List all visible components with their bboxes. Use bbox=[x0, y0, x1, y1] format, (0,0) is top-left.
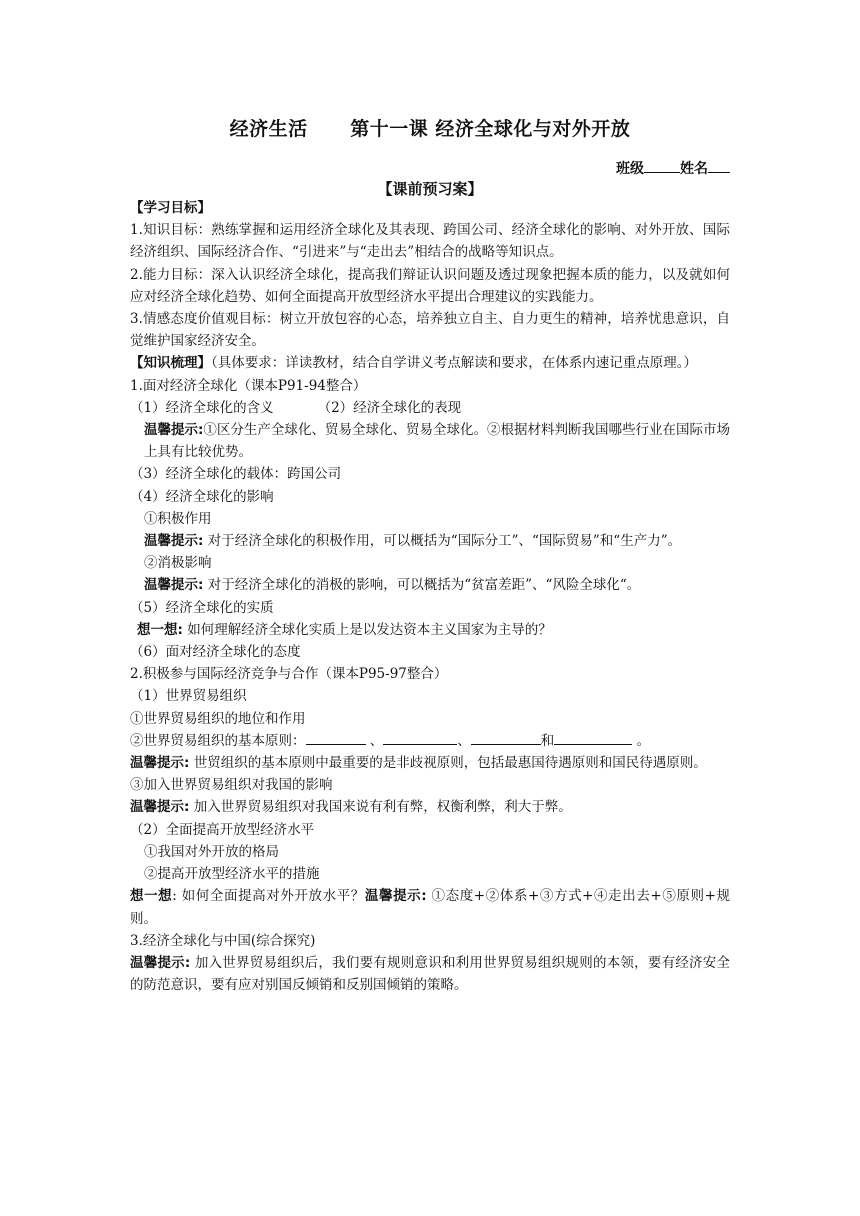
negative-effect: ②消极影响 bbox=[144, 555, 212, 572]
separator: 、 bbox=[365, 732, 384, 749]
learning-goals-heading: 【学习目标】 bbox=[130, 200, 211, 216]
topic-1-1: （1）经济全球化的含义 bbox=[130, 399, 274, 416]
wto-principles-line bbox=[130, 730, 730, 752]
topic-1-6: （6）面对经济全球化的态度 bbox=[130, 644, 301, 661]
think-text: 如何理解经济全球化实质上是以发达资本主义国家为主导的？ bbox=[182, 621, 552, 638]
wto-principles-label: ②世界贸易组织的基本原则： bbox=[130, 732, 306, 749]
fill-blank-3[interactable] bbox=[471, 731, 541, 745]
topic-2: 2.积极参与国际经济竞争与合作（课本P95-97整合） bbox=[130, 666, 448, 683]
document-title: 经济生活 第十一课 经济全球化与对外开放 bbox=[229, 118, 631, 140]
fill-blank-2[interactable] bbox=[383, 731, 457, 745]
tip-text: 加入世界贸易组织对我国来说有利有弊，权衡利弊，利大于弊。 bbox=[189, 799, 572, 816]
think-text: : 如何全面提高对外开放水平？ bbox=[172, 888, 365, 905]
think-label: 想一想: bbox=[137, 621, 183, 638]
class-label: 班级 bbox=[616, 161, 644, 177]
tip-label: 温馨提示: bbox=[130, 799, 190, 816]
separator: 、 bbox=[457, 732, 471, 749]
class-name-line bbox=[616, 158, 730, 178]
opening-measures: ②提高开放型经济水平的措施 bbox=[144, 866, 320, 883]
tip-text: ①区分生产全球化、贸易全球化、贸易全球化。②根据材料判断我国哪些行业在国际市场上具有比较优势。 bbox=[144, 422, 731, 461]
think-label: 想一想 bbox=[130, 888, 173, 905]
topic-1: 1.面对经济全球化（课本P91-94整合） bbox=[130, 377, 367, 394]
tip-text: ①态度+②体系+③方式+④走出去+⑤原则+规则。 bbox=[130, 888, 730, 927]
tip-text: 加入世界贸易组织后，我们要有规则意识和利用世界贸易组织规则的本领，要有经济安全的防范意识，要有应对别国反倾销和反别国倾销的策略。 bbox=[130, 954, 730, 994]
goal-attitude: 3.情感态度价值观目标：树立开放包容的心态，培养独立自主、自力更生的精神，培养忧患意识，自觉维护国家经济安全。 bbox=[130, 311, 730, 350]
document-body bbox=[130, 197, 730, 996]
knowledge-requirement: （具体要求：详读教材，结合自学讲义考点解读和要求，在体系内速记重点原理。） bbox=[211, 355, 697, 372]
topic-1-4: （4）经济全球化的影响 bbox=[130, 488, 274, 505]
topic-3: 3.经济全球化与中国(综合探究) bbox=[130, 932, 316, 949]
fill-blank-1[interactable] bbox=[306, 731, 366, 745]
positive-effect: ①积极作用 bbox=[144, 510, 212, 527]
section-heading: 【课前预习案】 bbox=[377, 180, 483, 198]
class-blank[interactable] bbox=[644, 159, 680, 173]
tip-label: 温馨提示: bbox=[130, 755, 190, 772]
topic-1-3: （3）经济全球化的载体：跨国公司 bbox=[130, 466, 342, 483]
goal-ability: 2.能力目标：深入认识经济全球化，提高我们辩证认识问题及透过现象把握本质的能力，以及就如何应对经济全球化趋势、如何全面提高开放型经济水平提出合理建议的实践能力。 bbox=[130, 266, 730, 305]
fill-blank-4[interactable] bbox=[554, 731, 632, 745]
tip-label: 温馨提示: bbox=[130, 954, 191, 971]
tip-label: 温馨提示: bbox=[144, 533, 204, 550]
knowledge-heading: 【知识梳理】 bbox=[130, 355, 211, 372]
separator: 和 bbox=[540, 732, 555, 749]
separator: 。 bbox=[632, 732, 651, 749]
tip-text: 对于经济全球化的消极的影响，可以概括为“贫富差距”、“风险全球化“。 bbox=[203, 577, 641, 594]
topic-1-2: （2）经济全球化的表现 bbox=[317, 399, 462, 416]
goal-knowledge: 1.知识目标：熟练掌握和运用经济全球化及其表现、跨国公司、经济全球化的影响、对外开放、国际经济组织、国际经济合作、“引进来”与“走出去”相结合的战略等知识点。 bbox=[130, 222, 730, 261]
tip-text: 世贸组织的基本原则中最重要的是非歧视原则，包括最惠国待遇原则和国民待遇原则。 bbox=[189, 755, 707, 772]
tip-label: 温馨提示: bbox=[364, 888, 427, 905]
name-blank[interactable] bbox=[708, 159, 730, 173]
topic-2-2: （2）全面提高开放型经济水平 bbox=[130, 821, 315, 838]
wto-role: ①世界贸易组织的地位和作用 bbox=[130, 710, 306, 727]
tip-text: 对于经济全球化的积极作用，可以概括为“国际分工”、“国际贸易”和“生产力”。 bbox=[203, 533, 682, 550]
tip-label: 温馨提示: bbox=[144, 577, 204, 594]
opening-pattern: ①我国对外开放的格局 bbox=[144, 843, 279, 860]
topic-2-1: （1）世界贸易组织 bbox=[130, 688, 247, 705]
topic-1-5: （5）经济全球化的实质 bbox=[130, 599, 274, 616]
name-label: 姓名 bbox=[680, 161, 708, 177]
tip-label: 温馨提示: bbox=[144, 422, 204, 439]
wto-impact: ③加入世界贸易组织对我国的影响 bbox=[130, 777, 333, 794]
